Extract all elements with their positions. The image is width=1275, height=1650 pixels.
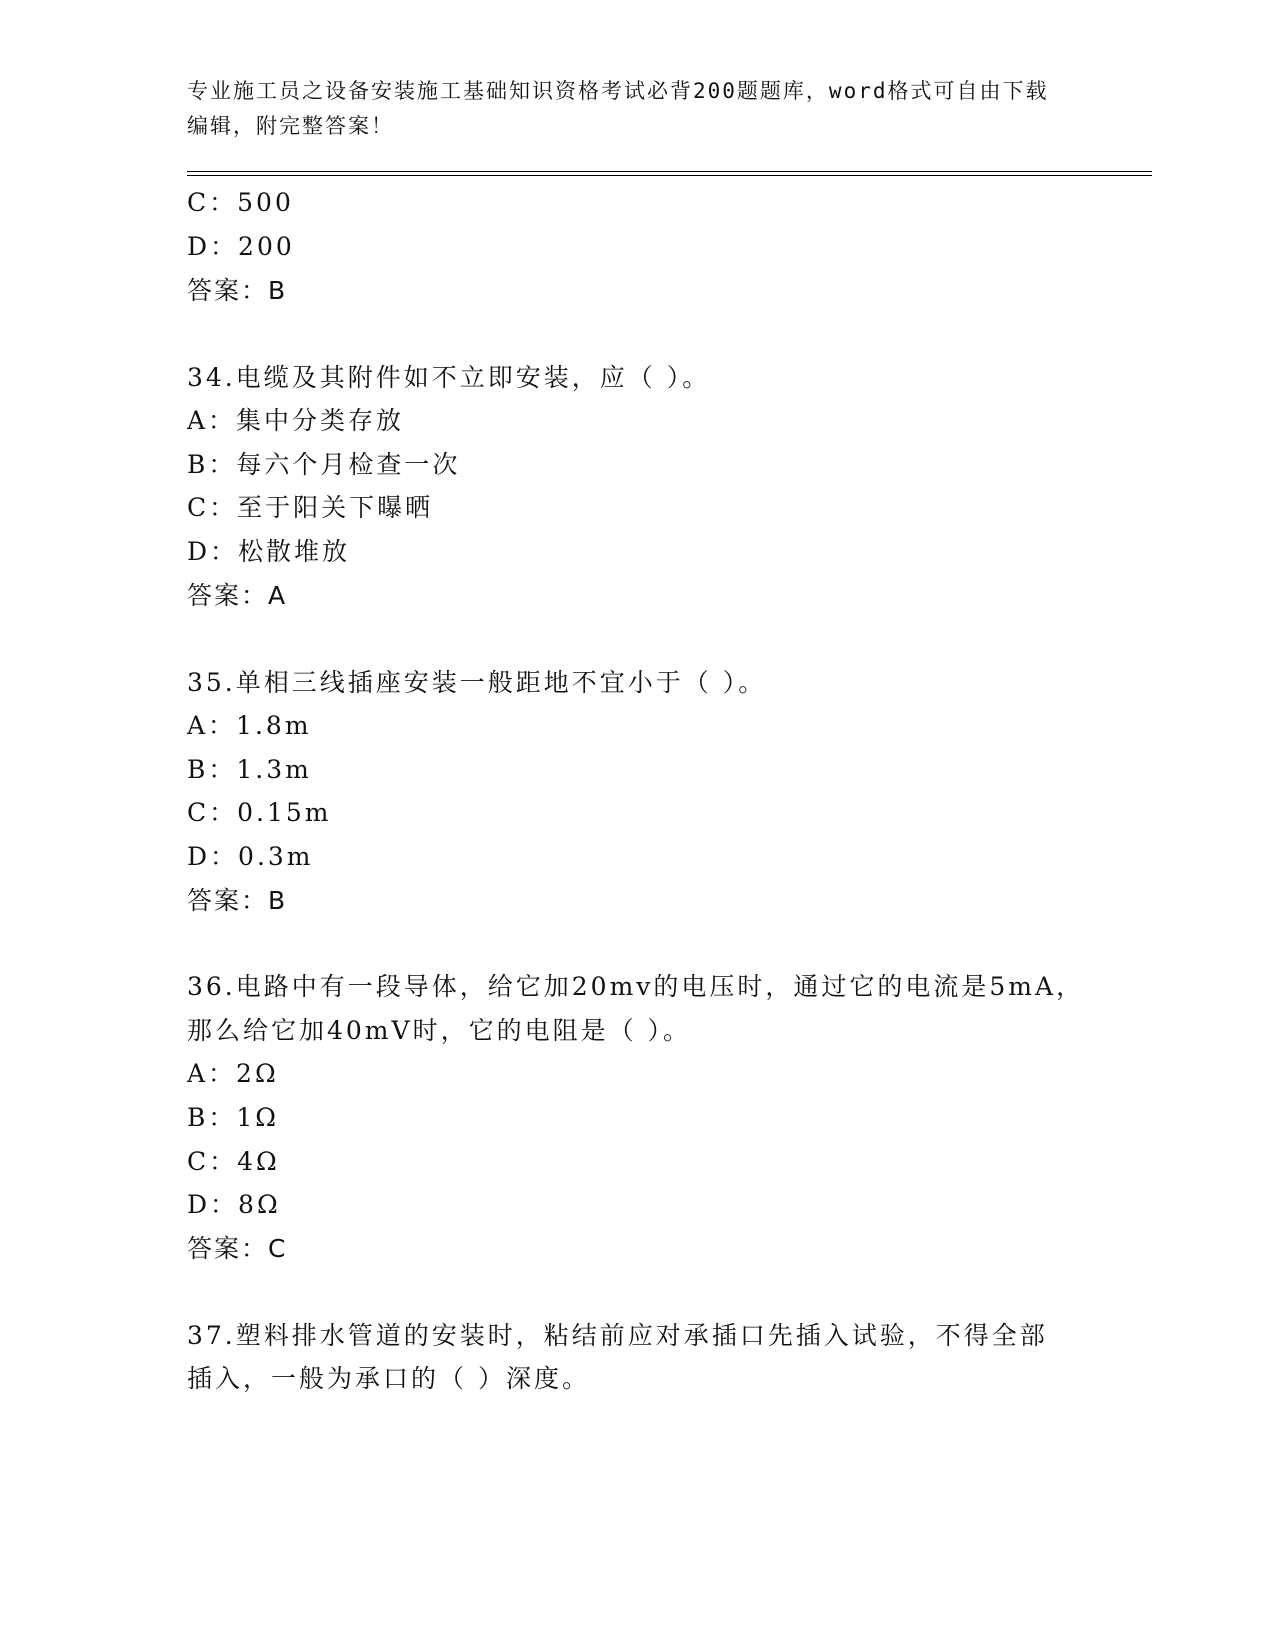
- question-stem-line-2: 插入，一般为承口的（ ）深度。: [187, 1364, 590, 1393]
- answer: 答案：B: [187, 886, 288, 915]
- header-rule-top: [187, 171, 1152, 172]
- option-d: D：0.3m: [187, 842, 314, 871]
- answer: 答案：B: [187, 276, 288, 305]
- question-stem: 35.单相三线插座安装一般距地不宜小于（ ）。: [187, 668, 767, 697]
- option-b: B：每六个月检查一次: [187, 450, 461, 479]
- answer: 答案：C: [187, 1234, 288, 1263]
- answer: 答案：A: [187, 581, 288, 610]
- question-stem-line-2: 那么给它加40mV时，它的电阻是（ ）。: [187, 1016, 692, 1045]
- option-d: D：8Ω: [187, 1190, 281, 1219]
- option-a: A：2Ω: [187, 1059, 279, 1088]
- option-c: C：4Ω: [187, 1147, 280, 1176]
- page-header: 专业施工员之设备安装施工基础知识资格考试必背200题题库，word格式可自由下载编辑，附完整答案！: [187, 79, 1049, 138]
- header-rule-bottom: [187, 175, 1152, 176]
- option-a: A：1.8m: [187, 711, 312, 740]
- option-c: C：至于阳关下曝晒: [187, 493, 434, 522]
- question-stem: 34.电缆及其附件如不立即安装，应（ ）。: [187, 363, 711, 392]
- option-d: D：松散堆放: [187, 537, 351, 566]
- option-b: B：1.3m: [187, 755, 312, 784]
- option-b: B：1Ω: [187, 1103, 280, 1132]
- option-d: D：200: [187, 232, 295, 261]
- question-stem-line-1: 37.塑料排水管道的安装时，粘结前应对承插口先插入试验，不得全部: [187, 1321, 1048, 1350]
- option-a: A：集中分类存放: [187, 406, 405, 435]
- option-c: C：500: [187, 188, 294, 217]
- option-c: C：0.15m: [187, 798, 332, 827]
- question-stem-line-1: 36.电路中有一段导体，给它加20mv的电压时，通过它的电流是5mA，: [187, 972, 1085, 1001]
